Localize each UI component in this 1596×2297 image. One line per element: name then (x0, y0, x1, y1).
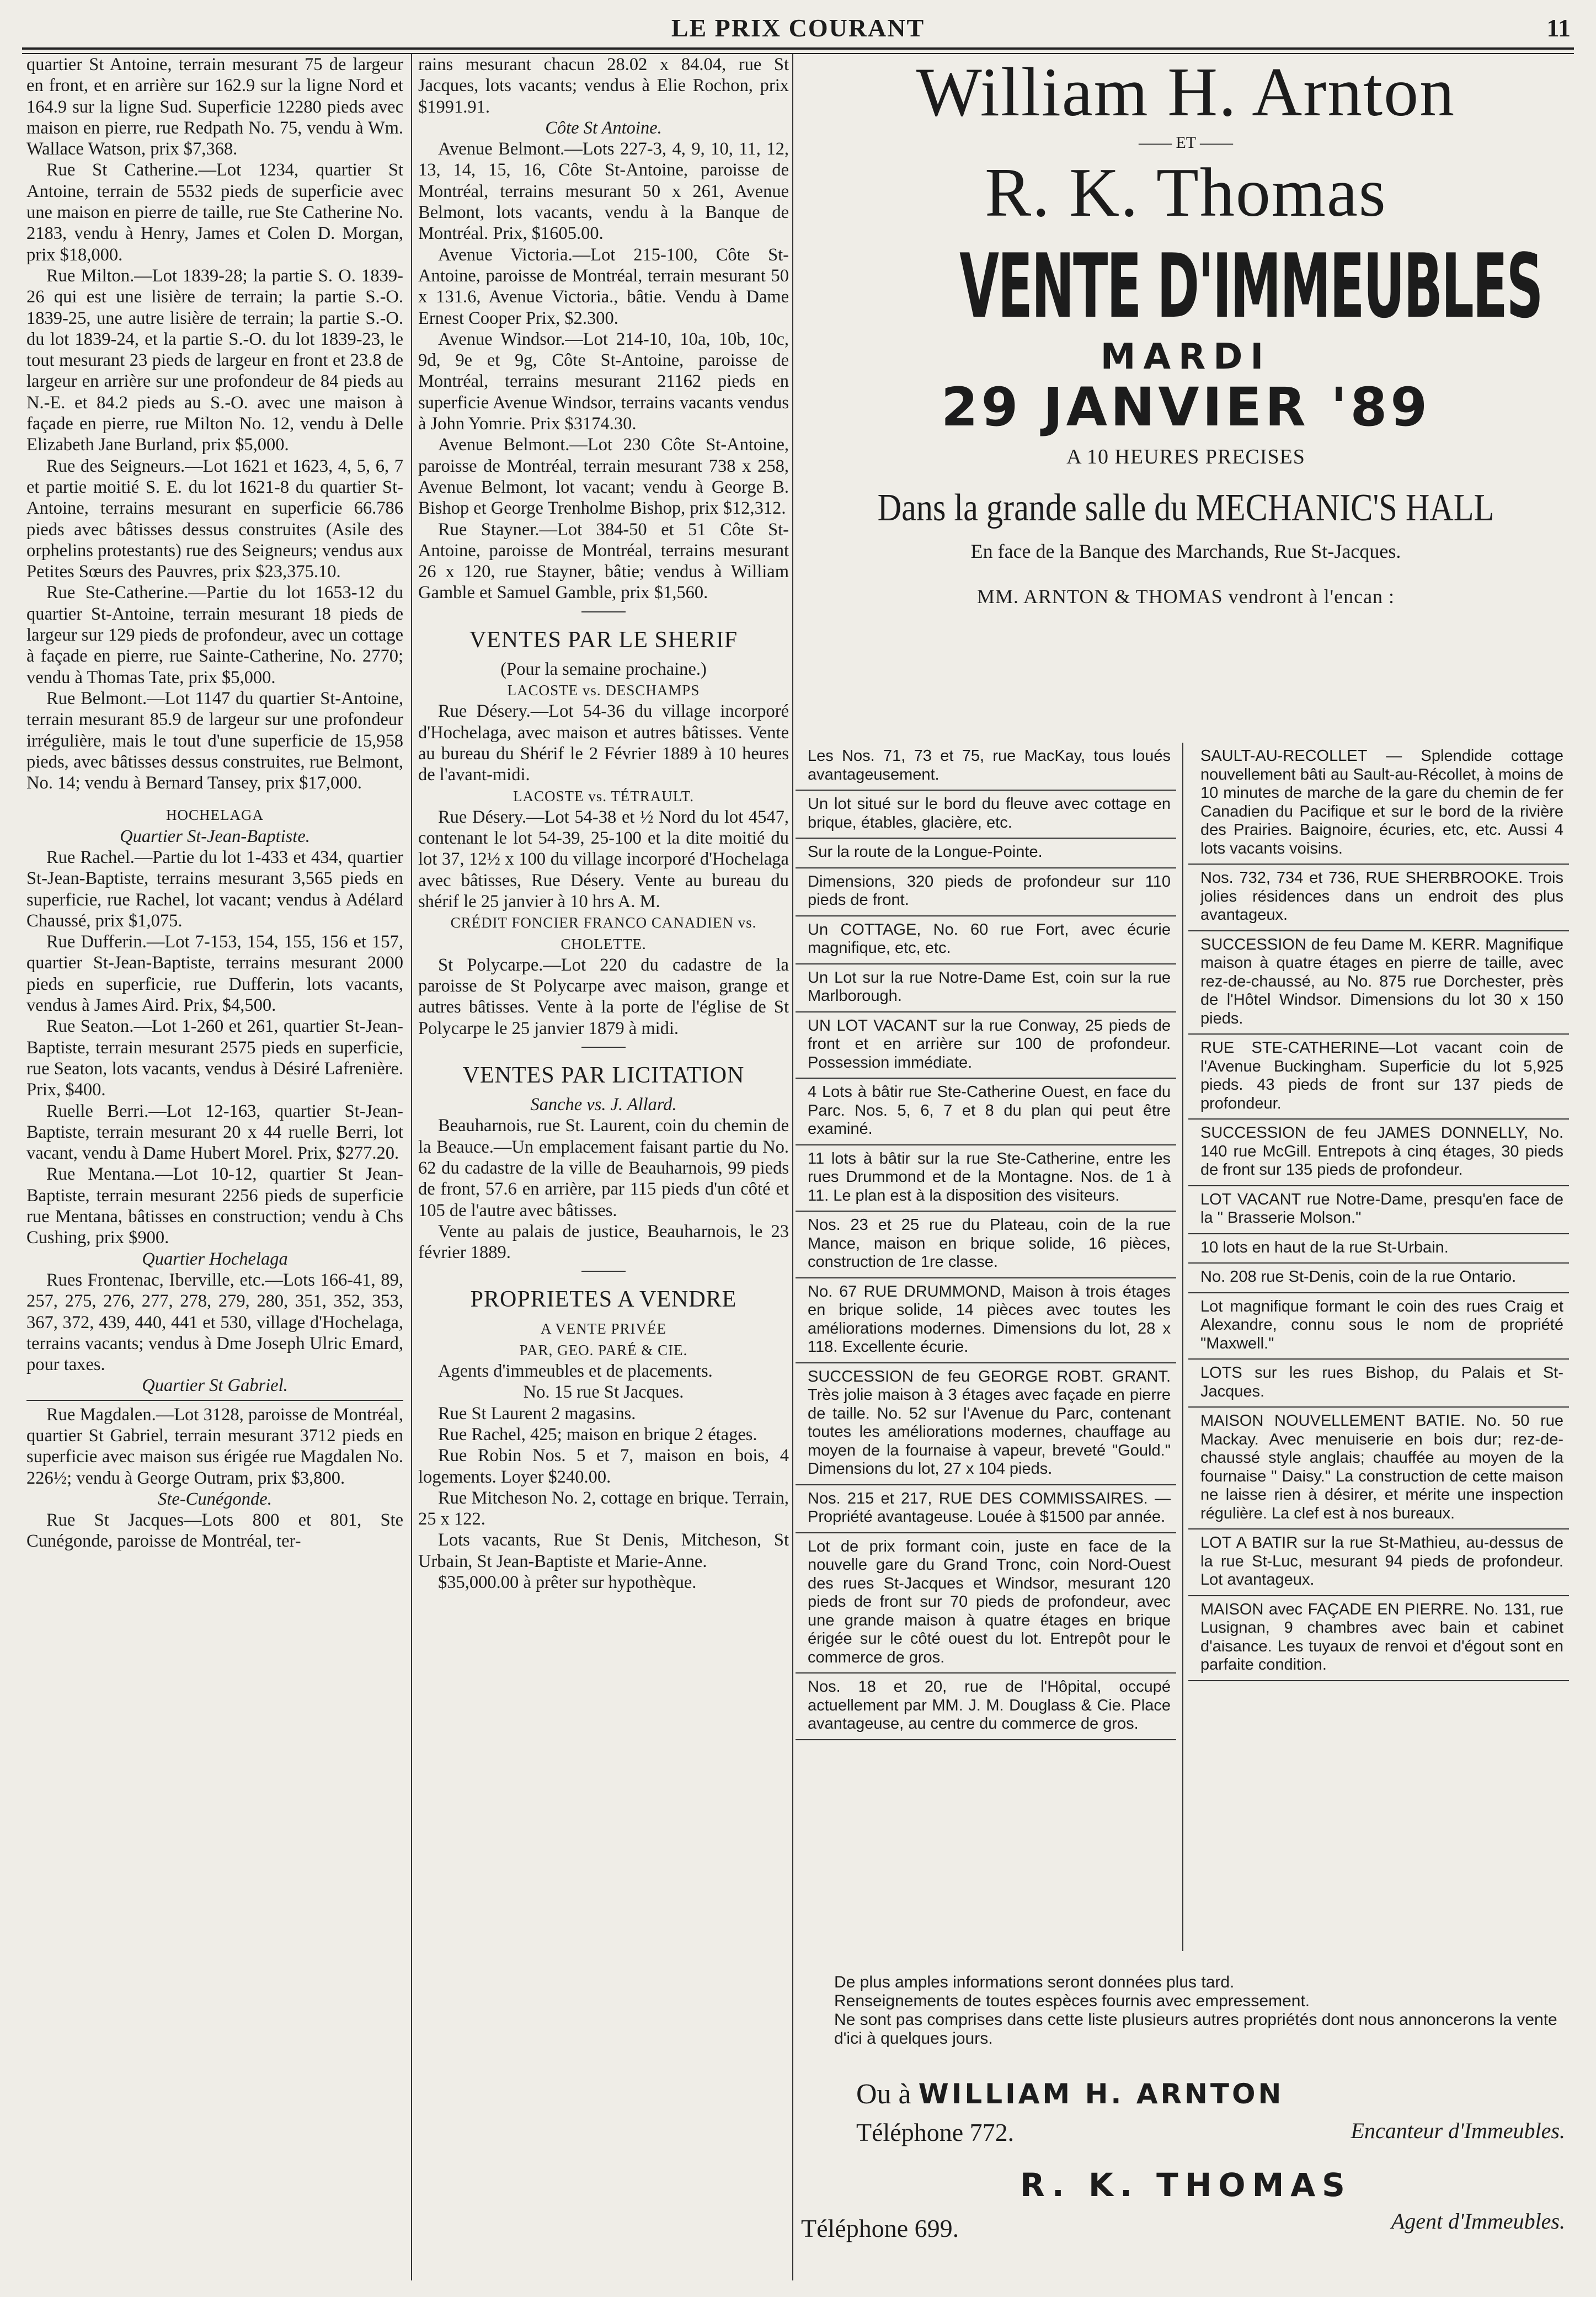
listing-text: SUCCESSION de feu Dame M. KERR. Magnifique maison à quatre étages en pierre de taille, avec rez-de-chaussé, au No. 875 rue Dorchester, près de l'Hôtel Windsor. Dimensions du lot 30 x 150 pieds. (1200, 935, 1563, 1027)
listing-text: LOT VACANT rue Notre-Dame, presqu'en face de la " Brasserie Molson." (1200, 1190, 1563, 1227)
article-paragraph: Rues Frontenac, Iberville, etc.—Lots 166-41, 89, 257, 275, 276, 277, 278, 279, 280, 351, 352, 353, 367, 372, 439, 440, 441 et 530, village d'Hochelaga, terrains vacants; vendus à Dme Joseph Ulric Emard, pour taxes. (26, 1270, 403, 1375)
property-listing (1188, 1596, 1569, 1681)
article-paragraph: Avenue Belmont.—Lots 227-3, 4, 9, 10, 11, 12, 13, 14, 15, 16, Côte St-Antoine, paroisse de Montréal, terrains mesurant 50 x 261, Avenue Belmont, lots vacants, vendu à la Banque de Montréal. Prix, $1605.00. (418, 139, 789, 244)
sale-time: A 10 HEURES PRECISES (1066, 445, 1305, 468)
auction-advertisement (796, 54, 1576, 2280)
case-title: LACOSTE vs. TÉTRAULT. (513, 787, 694, 804)
section-divider (581, 611, 626, 612)
title-thomas: Agent d'Immeubles. (1391, 2209, 1565, 2234)
listing-line: Lots vacants, Rue St Denis, Mitcheson, St Urbain, St Jean-Baptiste et Marie-Anne. (418, 1530, 789, 1571)
column-2 (418, 54, 789, 2280)
listing-text: Dimensions, 320 pieds de profondeur sur 110 pieds de front. (808, 872, 1171, 909)
listing-text: No. 208 rue St-Denis, coin de la rue Ontario. (1200, 1268, 1517, 1286)
property-listing (796, 1079, 1176, 1145)
footer-line: Renseignements de toutes espèces fournis avec empressement. (834, 1992, 1310, 2010)
property-listing (796, 868, 1176, 916)
property-listing (796, 743, 1176, 791)
listing-text: UN LOT VACANT sur la rue Conway, 25 pieds de front et en arrière sur 100 de profondeur. Possession immédiate. (808, 1016, 1171, 1072)
listing-line: Rue St Laurent 2 magasins. (438, 1403, 636, 1424)
section-heading: PROPRIETES A VENDRE (470, 1287, 737, 1313)
venue-location: En face de la Banque des Marchands, Rue St-Jacques. (970, 540, 1401, 562)
auctioneer-name: William H. Arnton (916, 54, 1456, 131)
listing-text: Sur la route de la Longue-Pointe. (808, 843, 1043, 861)
property-listing (796, 1674, 1176, 1740)
section-divider (581, 1047, 626, 1048)
property-listing (1188, 1529, 1569, 1596)
section-heading: VENTES PAR LICITATION (462, 1063, 745, 1089)
property-listing (796, 839, 1176, 868)
article-paragraph: Rue Désery.—Lot 54-36 du village incorporé d'Hochelaga, avec maison et autres bâtisses. Vente au bureau du Shérif le 2 Février 1889 à 10 heures de l'avant-midi. (418, 701, 789, 785)
contact-name: WILLIAM H. ARNTON (918, 2078, 1284, 2110)
listing-text: RUE STE-CATHERINE—Lot vacant coin de l'Avenue Buckingham. Superficie du lot 5,925 pieds. 43 pieds de front sur 137 pieds de profondeur. (1200, 1039, 1563, 1112)
property-listing (1188, 1234, 1569, 1264)
subsection-heading: Quartier St-Jean-Baptiste. (120, 826, 310, 846)
contact-thomas: R. K. THOMAS (1020, 2166, 1352, 2204)
listing-text: Les Nos. 71, 73 et 75, rue MacKay, tous loués avantageusement. (808, 747, 1171, 784)
sale-venue: Dans la grande salle du MECHANIC'S HALL (877, 487, 1494, 529)
article-paragraph: Rue Milton.—Lot 1839-28; la partie S. O. 1839-26 qui est une lisière de terrain; la partie S.-O. 1839-25, une autre lisière de terrain; la partie S.-O. du lot 1839-24, et la partie S.-O. du lot 1839-23, le tout mesurant 23 pieds de largeur en front et 23.8 de largeur en arrière sur une profondeur de 84 pieds au N.-E. et 84.2 pieds au S.-O. avec une maison à façade en pierre, rue Milton No. 12, vendu à Delle Elizabeth Jane Burland, prix $5,000. (26, 265, 403, 455)
property-listing (1188, 931, 1569, 1035)
article-paragraph: Rue St Catherine.—Lot 1234, quartier St Antoine, terrain de 5532 pieds de superficie avec une maison en pierre de taille, rue Ste Catherine No. 2183, vendu à Henry, James et Colen D. Morgan, prix $18,000. (26, 160, 403, 265)
subsection-heading: Ste-Cunégonde. (158, 1489, 272, 1509)
section-subheading: A VENTE PRIVÉE (541, 1320, 666, 1337)
sale-day: MARDI (1100, 337, 1272, 377)
subsection-heading: Quartier Hochelaga (142, 1249, 288, 1269)
property-listing (1188, 1120, 1569, 1186)
page-number: 11 (1546, 14, 1571, 42)
footer-line: De plus amples informations seront données plus tard. (834, 1973, 1235, 1991)
listing-text: SAULT-AU-RECOLLET — Splendide cottage nouvellement bâti au Sault-au-Récollet, à moins de 10 minutes de marche de la gare du chemin de fer Canadien du Pacifique et sur le bord de la rivière des Prairies. Baignoire, écuries, etc, etc. Aussi 4 lots vacants voisins. (1200, 747, 1563, 857)
property-listing (1188, 865, 1569, 931)
sale-announcement: MM. ARNTON & THOMAS vendront à l'encan : (976, 585, 1395, 607)
article-paragraph: Beauharnois, rue St. Laurent, coin du chemin de la Beauce.—Un emplacement faisant partie du No. 62 du cadastre de la ville de Beauharnois, 99 pieds de front, 57.6 en arrière, par 115 pieds d'un côté et 105 de l'autre avec bâtisses. (418, 1116, 789, 1221)
property-listing (1188, 1186, 1569, 1234)
article-paragraph: Rue Magdalen.—Lot 3128, paroisse de Montréal, quartier St Gabriel, terrain mesurant 3712 pieds en superficie avec maison sus érigée rue Magdalen No. 226½; vendu à George Outram, prix $3,800. (26, 1404, 403, 1488)
listing-column-right (1188, 743, 1569, 1681)
footer-line: Ne sont pas comprises dans cette liste plusieurs autres propriétés dont nous annoncerons la vente d'ici à quelques jours. (834, 2011, 1557, 2048)
case-title: CRÉDIT FONCIER FRANCO CANADIEN vs. CHOLETTE. (450, 914, 757, 952)
sale-date: 29 JANVIER '89 (941, 376, 1431, 438)
column-1 (26, 54, 403, 2280)
conjunction: —— ET —— (1138, 134, 1234, 152)
subsection-heading: Quartier St Gabriel. (142, 1376, 288, 1396)
listing-text: Un Lot sur la rue Notre-Dame Est, coin sur la rue Marlborough. (808, 968, 1171, 1005)
listing-text: MAISON avec FAÇADE EN PIERRE. No. 131, rue Lusignan, 9 chambres avec bain et cabinet d'aisance. Les tuyaux de renvoi et d'égout sont en parfaite condition. (1200, 1600, 1563, 1674)
property-listing (796, 1485, 1176, 1533)
listing-line: Rue Mitcheson No. 2, cottage en brique. Terrain, 25 x 122. (418, 1488, 789, 1529)
property-listing (796, 1363, 1176, 1485)
section-heading: HOCHELAGA (166, 807, 264, 824)
article-paragraph: Rue Mentana.—Lot 10-12, quartier St Jean-Baptiste, terrain mesurant 2256 pieds de superficie rue Mentana, bâtisses en construction; vendu à Chs Cushing, prix $900. (26, 1164, 403, 1248)
listing-text: SUCCESSION de feu GEORGE ROBT. GRANT. Très jolie maison à 3 étages avec façade en pierre de taille. No. 52 sur l'Avenue du Parc, contenant toutes les améliorations modernes, chauffage au moyen de la fournaise à vapeur, breveté "Gould." Dimensions du lot, 27 x 104 pieds. (808, 1367, 1171, 1478)
listing-text: LOT A BATIR sur la rue St-Mathieu, au-dessus de la rue St-Luc, mesurant 94 pieds de profondeur. Lot avantageux. (1200, 1534, 1563, 1589)
contact-arnton (856, 2078, 1284, 2111)
article-paragraph: Rue Dufferin.—Lot 7-153, 154, 155, 156 et 157, quartier St-Jean-Baptiste, terrains mesurant 2000 pieds en superficie, rue Dufferin, lots vacants, vendus à James Aird. Prix, $4,500. (26, 932, 403, 1016)
contact-prefix: Ou à (856, 2079, 911, 2110)
listing-text: Lot de prix formant coin, juste en face de la nouvelle gare du Grand Tronc, coin Nord-Ouest des rues St-Jacques et Windsor, mesurant 120 pieds de front sur 70 pieds de profondeur, avec une grande maison à quatre étages en brique érigée sur le côté ouest du lot. Entrepôt pour le commerce de gros. (808, 1537, 1171, 1666)
property-listing (1188, 743, 1569, 865)
listing-line: Rue Robin Nos. 5 et 7, maison en bois, 4 logements. Loyer $240.00. (418, 1446, 789, 1487)
article-paragraph: Agents d'immeubles et de placements. (438, 1361, 713, 1382)
agent-name: R. K. Thomas (985, 154, 1387, 231)
property-listing-grid (796, 743, 1576, 1966)
article-paragraph: Rue Ste-Catherine.—Partie du lot 1653-12 du quartier St-Antoine, terrain mesurant 18 pieds de largeur sur 129 pieds de profondeur, avec un cottage à façade en pierre, rue Sainte-Catherine, No. 2770; vendu à Thomas Tate, prix $5,000. (26, 583, 403, 687)
article-paragraph: Avenue Belmont.—Lot 230 Côte St-Antoine, paroisse de Montréal, terrain mesurant 738 x 258, Avenue Belmont, lot vacant; vendu à George B. Bishop et George Trenholme Bishop, prix $12,312. (418, 435, 789, 519)
article-paragraph: Rue des Seigneurs.—Lot 1621 et 1623, 4, 5, 6, 7 et partie moitié S. E. du lot 1621-8 du quartier St-Antoine, terrains mesurant en superficie 66.786 pieds avec bâtisses dessus construites (Asile des orphelins protestants) rue des Seigneurs; vendus aux Petites Sœurs des Pauvres, prix $23,375.10. (26, 456, 403, 582)
listing-text: MAISON NOUVELLEMENT BATIE. No. 50 rue Mackay. Avec menuiserie en bois dur; rez-de-chaussé style anglais; chauffée au moyen de la fournaise " Daisy." La construction de cette maison ne laisse rien à désirer, et mérite une inspection régulière. La clef est à nos bureaux. (1200, 1412, 1563, 1522)
article-paragraph: Avenue Windsor.—Lot 214-10, 10a, 10b, 10c, 9d, 9e et 9g, Côte St-Antoine, paroisse de Montréal, terrains mesurant 21162 pieds en superficie Avenue Windsor, terrains vacants vendus à John Yomrie. Prix $3174.30. (418, 329, 789, 434)
property-listing (796, 791, 1176, 839)
advertisement-footer (796, 1973, 1576, 2242)
section-subheading: (Pour la semaine prochaine.) (500, 659, 707, 679)
listing-column-rule (1182, 743, 1183, 1951)
article-paragraph: Vente au palais de justice, Beauharnois, le 23 février 1889. (418, 1221, 789, 1263)
property-listing (796, 1212, 1176, 1278)
property-listing (1188, 1408, 1569, 1529)
article-paragraph: rains mesurant chacun 28.02 x 84.04, rue St Jacques, lots vacants; vendus à Elie Rochon, prix $1991.91. (418, 55, 789, 117)
property-listing (796, 964, 1176, 1012)
listing-text: Nos. 732, 734 et 736, RUE SHERBROOKE. Trois jolies résidences dans un endroit des plus avantageux. (1200, 869, 1563, 924)
listing-text: 4 Lots à bâtir rue Ste-Catherine Ouest, en face du Parc. Nos. 5, 6, 7 et 8 du plan qui peut être examiné. (808, 1083, 1171, 1138)
listing-line: $35,000.00 à prêter sur hypothèque. (438, 1573, 697, 1592)
header-rule (22, 47, 1574, 50)
listing-text: Lot magnifique formant le coin des rues Craig et Alexandre, connu sous le nom de propriété "Maxwell." (1200, 1297, 1563, 1352)
section-divider (581, 1271, 626, 1272)
et-text: ET (1176, 134, 1196, 152)
case-title: Sanche vs. J. Allard. (530, 1095, 677, 1115)
case-title: LACOSTE vs. DESCHAMPS (507, 682, 700, 699)
article-paragraph: Rue Désery.—Lot 54-38 et ½ Nord du lot 4547, contenant le lot 54-39, 25-100 et la dite moitié du lot 37, 12½ x 100 du village incorporé d'Hochelaga avec bâtisses, Rue Désery. Vente au bureau du shérif le 25 janvier à 10 hrs A. M. (418, 807, 789, 912)
property-listing (1188, 1293, 1569, 1360)
section-heading: VENTES PAR LE SHERIF (469, 627, 738, 653)
property-listing (796, 1145, 1176, 1212)
property-listing (796, 1012, 1176, 1079)
listing-text: Un lot situé sur le bord du fleuve avec cottage en brique, étables, glacière, etc. (808, 795, 1171, 832)
article-paragraph: Rue Belmont.—Lot 1147 du quartier St-Antoine, terrain mesurant 85.9 de largeur sur une profondeur irrégulière, mais le tout d'une superficie de 15,958 pieds, avec bâtisses dessus construites, rue Belmont, No. 14; vendu à Bernard Tansey, prix $17,000. (26, 688, 403, 793)
column-rule (792, 54, 793, 2280)
subsection-heading: Côte St Antoine. (545, 118, 662, 138)
headline: VENTE D'IMMEUBLES (959, 235, 1542, 338)
listing-text: Un COTTAGE, No. 60 rue Fort, avec écurie magnifique, etc, etc. (808, 920, 1171, 957)
telephone-thomas: Téléphone 699. (801, 2214, 959, 2242)
property-listing (796, 916, 1176, 964)
agent-name: PAR, GEO. PARÉ & CIE. (519, 1341, 688, 1358)
article-paragraph: quartier St Antoine, terrain mesurant 75 de largeur en front, et en arrière sur 162.9 sur la ligne Nord et 164.9 sur la ligne Sud. Superficie 12280 pieds avec maison en pierre, rue Redpath No. 75, vendu à Wm. Wallace Watson, prix $7,368. (26, 55, 403, 159)
listing-text: Nos. 215 et 217, RUE DES COMMISSAIRES. — Propriété avantageuse. Louée à $1500 par année. (808, 1489, 1171, 1526)
column-divider (26, 1400, 403, 1401)
listing-text: 10 lots en haut de la rue St-Urbain. (1200, 1238, 1449, 1256)
telephone-arnton: Téléphone 772. (856, 2118, 1015, 2146)
listing-line: Rue Rachel, 425; maison en brique 2 étages. (438, 1424, 757, 1445)
listing-text: No. 67 RUE DRUMMOND, Maison à trois étages en brique solide, 14 pièces avec toutes les améliorations modernes. Dimensions du lot, 28 x 118. Excellente écurie. (808, 1282, 1171, 1356)
property-listing (1188, 1035, 1569, 1120)
column-rule (411, 54, 412, 2280)
agent-address: No. 15 rue St Jacques. (523, 1382, 684, 1403)
listing-text: Nos. 23 et 25 rue du Plateau, coin de la rue Mance, maison en brique solide, 16 pièces, construction de 1re classe. (808, 1216, 1171, 1271)
article-paragraph: Rue Stayner.—Lot 384-50 et 51 Côte St-Antoine, paroisse de Montréal, terrains mesurant 26 x 120, rue Stayner, bâtie; vendus à William Gamble et Samuel Gamble, prix $1,560. (418, 519, 789, 603)
article-paragraph: Ruelle Berri.—Lot 12-163, quartier St-Jean-Baptiste, terrain mesurant 20 x 44 ruelle Berri, lot vacant, vendu à Dame Hubert Morel. Prix, $277.20. (26, 1101, 403, 1164)
listing-text: LOTS sur les rues Bishop, du Palais et St-Jacques. (1200, 1364, 1563, 1400)
property-listing (796, 1278, 1176, 1363)
listing-text: 11 lots à bâtir sur la rue Ste-Catherine, entre les rues Drummond et de la Montagne. Nos. de 1 à 11. Le plan est à la disposition des visiteurs. (808, 1149, 1171, 1205)
article-paragraph: Rue Seaton.—Lot 1-260 et 261, quartier St-Jean-Baptiste, terrain mesurant 2575 pieds en superficie, rue Seaton, lots vacants, vendus à Désiré Lafrenière. Prix, $400. (26, 1016, 403, 1100)
property-listing (1188, 1360, 1569, 1408)
article-paragraph: Rue Rachel.—Partie du lot 1-433 et 434, quartier St-Jean-Baptiste, terrains mesurant 3,565 pieds en superficie, rue Rachel, lot vacant; vendus à Adélard Chaussé, prix $1,075. (26, 847, 403, 931)
article-paragraph: St Polycarpe.—Lot 220 du cadastre de la paroisse de St Polycarpe avec maison, grange et autres bâtisses. Vente à la porte de l'église de St Polycarpe le 25 janvier 1879 à midi. (418, 955, 789, 1038)
article-paragraph: Rue St Jacques—Lots 800 et 801, Ste Cunégonde, paroisse de Montréal, ter- (26, 1510, 403, 1552)
newspaper-title: LE PRIX COURANT (671, 14, 925, 42)
page-header (22, 13, 1574, 47)
property-listing (796, 1533, 1176, 1674)
listing-text: SUCCESSION de feu JAMES DONNELLY, No. 140 rue McGill. Entrepots à cinq étages, 30 pieds de front sur 135 pieds de profondeur. (1200, 1124, 1563, 1179)
property-listing (1188, 1264, 1569, 1293)
title-arnton: Encanteur d'Immeubles. (1351, 2118, 1565, 2143)
listing-text: Nos. 18 et 20, rue de l'Hôpital, occupé actuellement par MM. J. M. Douglass & Cie. Place avantageuse, au centre du commerce de gros. (808, 1678, 1171, 1733)
listing-column-left (796, 743, 1176, 1740)
article-paragraph: Avenue Victoria.—Lot 215-100, Côte St-Antoine, paroisse de Montréal, terrain mesurant 50 x 131.6, Avenue Victoria., bâtie. Vendu à Dame Ernest Cooper Prix, $2.300. (418, 244, 789, 328)
